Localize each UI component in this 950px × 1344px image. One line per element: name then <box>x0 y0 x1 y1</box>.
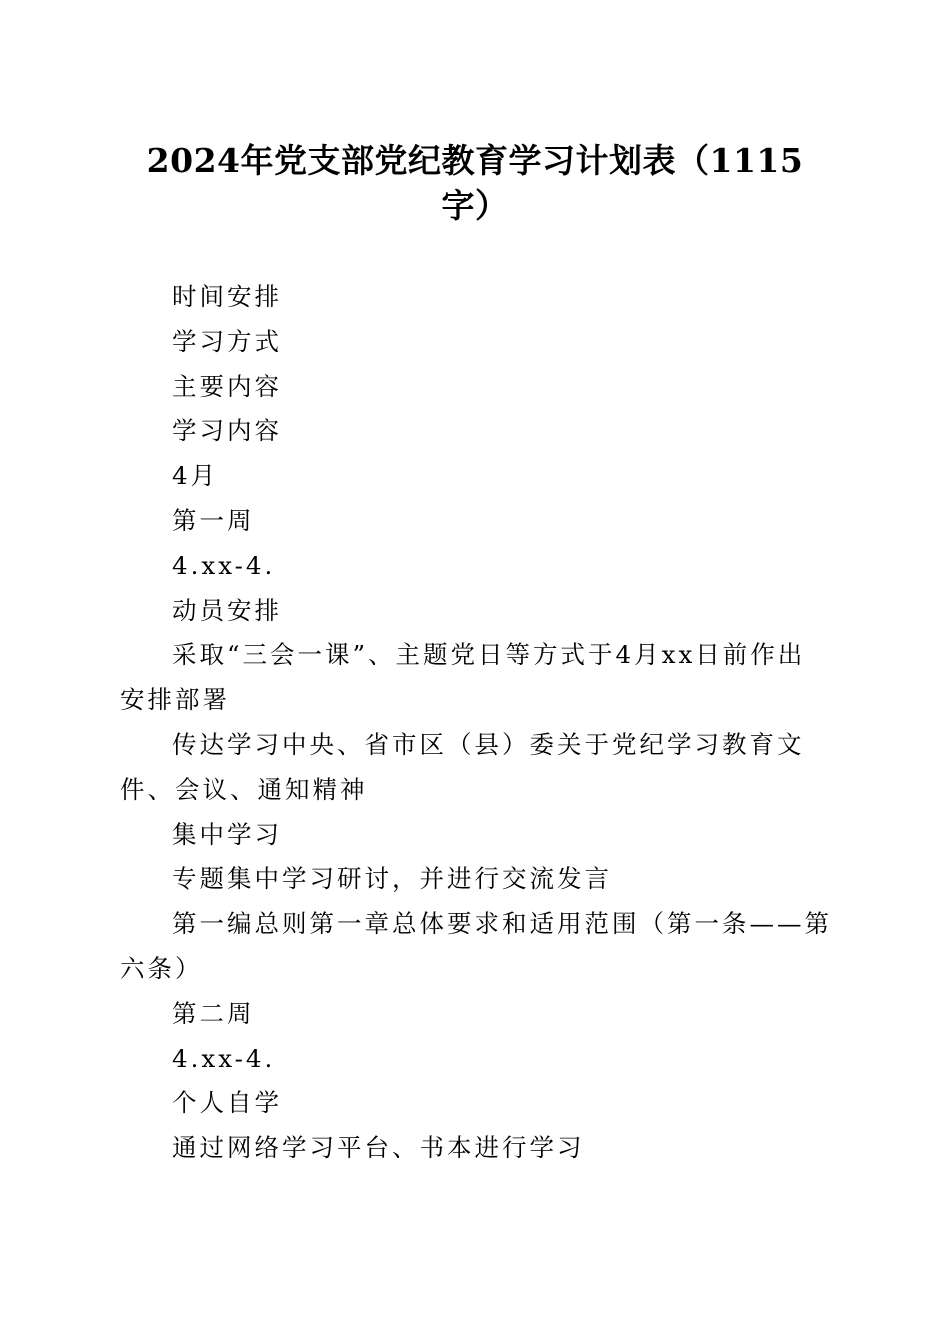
title-line-1: 2024年党支部党纪教育学习计划表（1115 <box>146 141 804 180</box>
paragraph-time-arrangement: 时间安排 <box>172 282 282 311</box>
paragraph-study-content: 学习内容 <box>172 416 282 446</box>
document-body <box>120 275 832 1171</box>
paragraph-mobilization: 动员安排 <box>172 595 282 625</box>
paragraph-seminar: 专题集中学习研讨，并进行交流发言 <box>172 864 612 894</box>
paragraph-week-one: 第一周 <box>172 505 255 535</box>
paragraph-convey-study: 传达学习中央、省市区（县）委关于党纪学习教育文件、会议、通知精神 <box>120 729 805 804</box>
paragraph-date-range-1: 4.xx-4. <box>172 550 276 580</box>
paragraph-online-study: 通过网络学习平台、书本进行学习 <box>172 1133 585 1163</box>
paragraph-chapter-one: 第一编总则第一章总体要求和适用范围（第一条——第六条） <box>120 909 832 983</box>
paragraph-april: 4月 <box>172 461 219 491</box>
paragraph-self-study: 个人自学 <box>172 1088 282 1118</box>
paragraph-week-two: 第二周 <box>172 998 255 1028</box>
paragraph-adopt-method: 采取“三会一课”、主题党日等方式于4月xx日前作出安排部署 <box>120 640 806 715</box>
title-line-2: 字） <box>441 186 509 225</box>
paragraph-centralized-study: 集中学习 <box>172 819 282 849</box>
paragraph-date-range-2: 4.xx-4. <box>172 1043 276 1073</box>
document-title <box>120 138 830 228</box>
paragraph-main-content: 主要内容 <box>172 371 282 401</box>
paragraph-study-method: 学习方式 <box>172 326 282 356</box>
